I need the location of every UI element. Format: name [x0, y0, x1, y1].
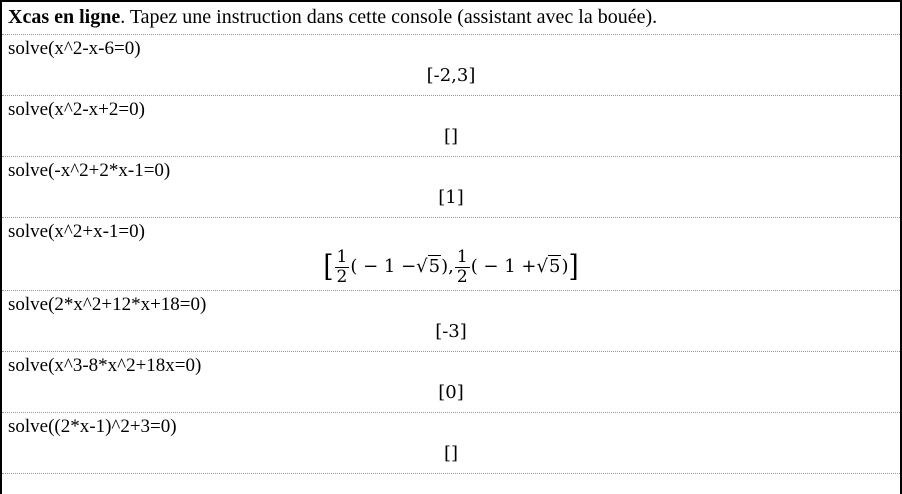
fraction-denominator: 2 [456, 266, 468, 287]
math-text: ), [441, 256, 454, 277]
console-entry-3[interactable] [2, 157, 900, 218]
fraction-2 [455, 246, 470, 287]
result-output: [1] [438, 187, 464, 208]
close-bracket: ] [568, 249, 579, 285]
console-header [2, 2, 900, 35]
command-line[interactable]: solve(x^2-x-6=0) [8, 38, 141, 59]
open-bracket: [ [323, 249, 334, 285]
sqrt-1 [416, 258, 441, 276]
radicand: 5 [548, 256, 561, 277]
console-entry-1[interactable] [2, 35, 900, 96]
header-instructions: . Tapez une instruction dans cette console (assistant avec la bouée). [120, 6, 658, 28]
math-text: ) [561, 256, 569, 277]
math-text: ( − 1 + [470, 256, 537, 277]
console-entry-6[interactable] [2, 352, 900, 413]
console-entry-2[interactable] [2, 96, 900, 157]
console-entry-7[interactable] [2, 413, 900, 474]
math-text: ( − 1 − [350, 256, 417, 277]
result-output: [-3] [435, 321, 467, 342]
fraction-denominator: 2 [336, 266, 348, 287]
sqrt-2 [537, 258, 562, 276]
result-output: [] [443, 126, 459, 147]
fraction-numerator: 1 [336, 246, 348, 267]
math-expression [323, 246, 579, 287]
result-output [2, 244, 900, 290]
console-entry-5[interactable] [2, 291, 900, 352]
command-line[interactable]: solve((2*x-1)^2+3=0) [8, 416, 177, 437]
app-title: Xcas en ligne [8, 6, 121, 28]
console-entry-4[interactable] [2, 218, 900, 291]
command-line[interactable]: solve(x^2-x+2=0) [8, 99, 145, 120]
fraction-1 [335, 246, 350, 287]
command-line[interactable]: solve(-x^2+2*x-1=0) [8, 160, 171, 181]
command-line[interactable]: solve(x^3-8*x^2+18x=0) [8, 355, 202, 376]
result-output: [0] [438, 382, 464, 403]
result-output: [-2,3] [426, 65, 476, 86]
radical-sign: √ [416, 256, 428, 277]
command-line[interactable]: solve(2*x^2+12*x+18=0) [8, 294, 207, 315]
command-line[interactable]: solve(x^2+x-1=0) [8, 221, 145, 242]
fraction-numerator: 1 [456, 246, 468, 267]
radical-sign: √ [536, 256, 548, 277]
radicand: 5 [428, 256, 441, 277]
result-output: [] [443, 443, 459, 464]
